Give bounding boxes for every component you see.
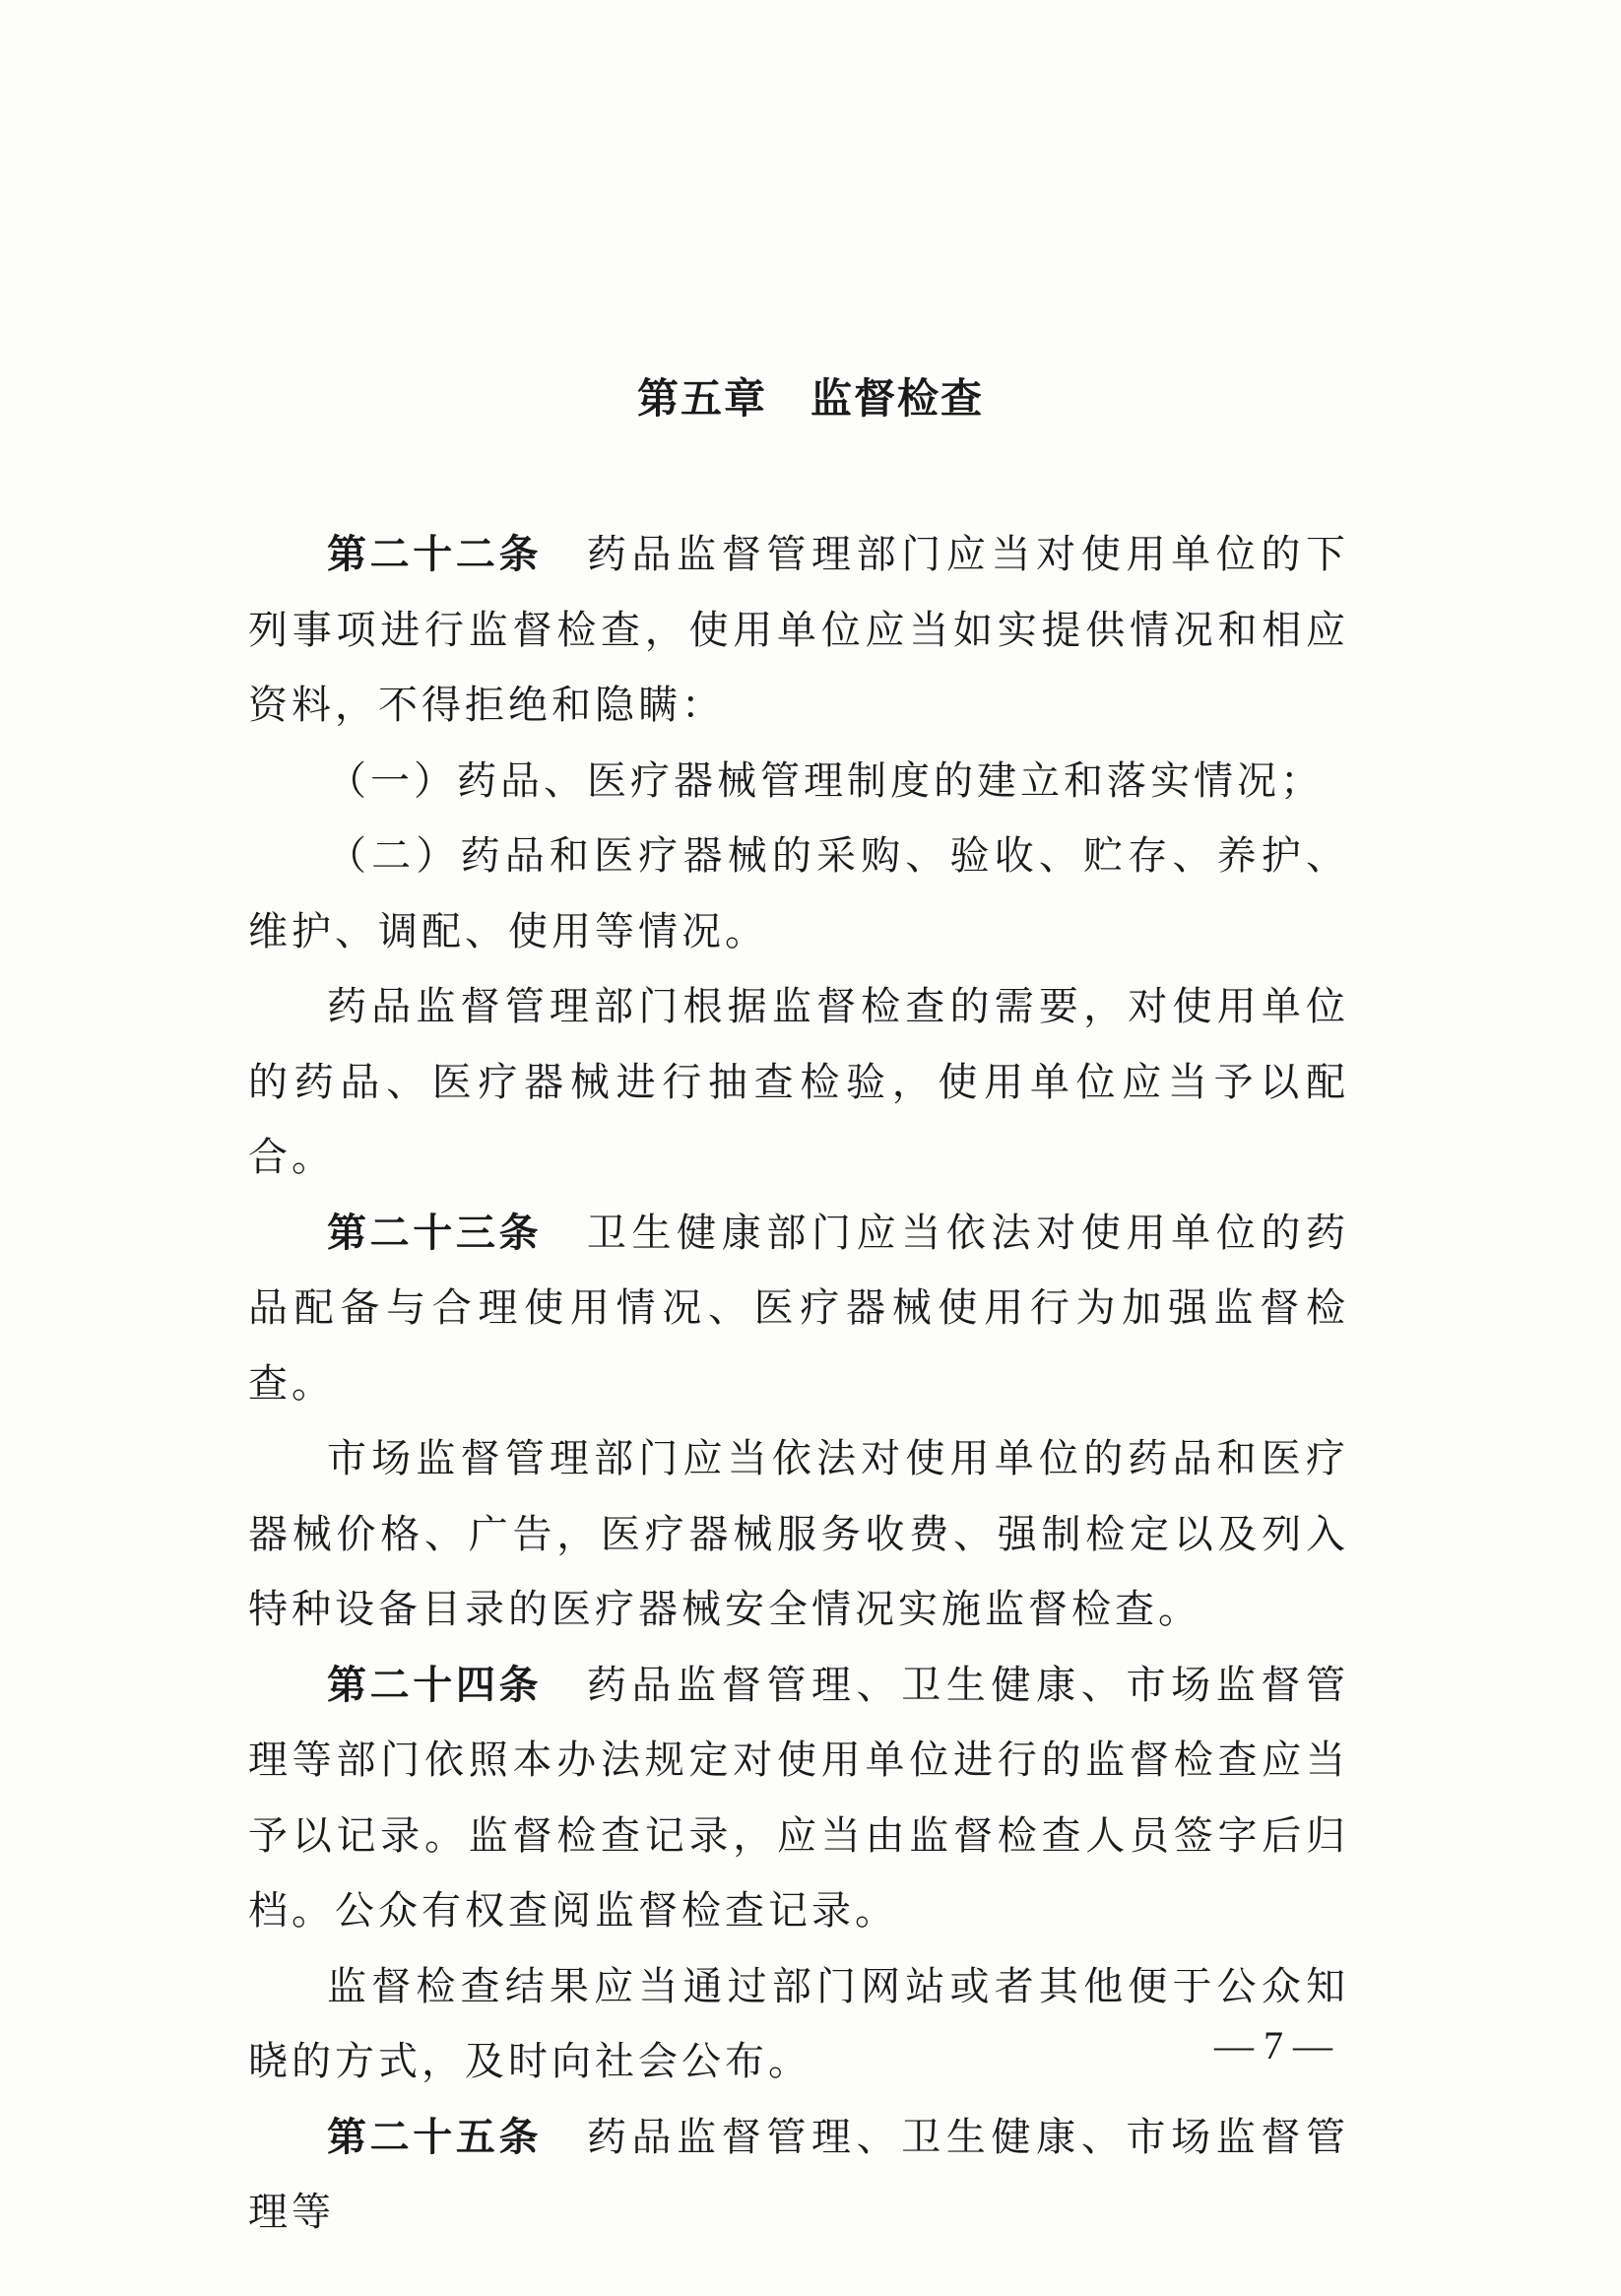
paragraph-text: 市场监督管理部门应当依法对使用单位的药品和医疗器械价格、广告，医疗器械服务收费、强制检定以及列入特种设备目录的医疗器械安全情况实施监督检查。 — [248, 1436, 1349, 1632]
paragraph — [248, 969, 1349, 1196]
paragraph-text: 药品监督管理、卫生健康、市场监督管理等部门依照本办法规定对使用单位进行的监督检查应当予以记录。监督检查记录，应当由监督检查人员签字后归档。公众有权查阅监督检查记录。 — [248, 1662, 1350, 1934]
paragraph-article-23 — [248, 1196, 1349, 1422]
paragraph-text: 监督检查结果应当通过部门网站或者其他便于公众知晓的方式，及时向社会公布。 — [248, 1963, 1349, 2084]
paragraph-text: 药品监督管理部门根据监督检查的需要，对使用单位的药品、医疗器械进行抽查检验，使用单位应当予以配合。 — [248, 984, 1349, 1180]
paragraph-article-22 — [248, 517, 1349, 744]
document-body — [248, 517, 1349, 2251]
paragraph-text: （一）药品、医疗器械管理制度的建立和落实情况； — [327, 757, 1324, 804]
article-number: 第二十二条 — [327, 532, 543, 577]
paragraph-article-25 — [248, 2100, 1349, 2251]
paragraph-text: （二）药品和医疗器械的采购、验收、贮存、养护、维护、调配、使用等情况。 — [248, 833, 1349, 954]
article-number: 第二十五条 — [327, 2114, 543, 2160]
paragraph-text: 药品监督管理、卫生健康、市场监督管理等 — [248, 2114, 1350, 2235]
paragraph-article-24 — [248, 1648, 1349, 1949]
paragraph — [248, 1421, 1349, 1648]
paragraph — [248, 1949, 1349, 2100]
page-number: — 7 — — [1214, 2023, 1332, 2067]
article-number: 第二十四条 — [327, 1662, 543, 1708]
chapter-name: 监督检查 — [810, 374, 985, 423]
paragraph-text: 卫生健康部门应当依法对使用单位的药品配备与合理使用情况、医疗器械使用行为加强监督检查。 — [248, 1210, 1350, 1407]
chapter-title — [0, 366, 1621, 426]
paragraph-item-2 — [248, 819, 1349, 969]
paragraph-item-1 — [248, 744, 1349, 820]
chapter-number: 第五章 — [636, 374, 767, 423]
paragraph-text: 药品监督管理部门应当对使用单位的下列事项进行监督检查，使用单位应当如实提供情况和相应资料，不得拒绝和隐瞒： — [248, 532, 1350, 728]
article-number: 第二十三条 — [327, 1210, 543, 1256]
